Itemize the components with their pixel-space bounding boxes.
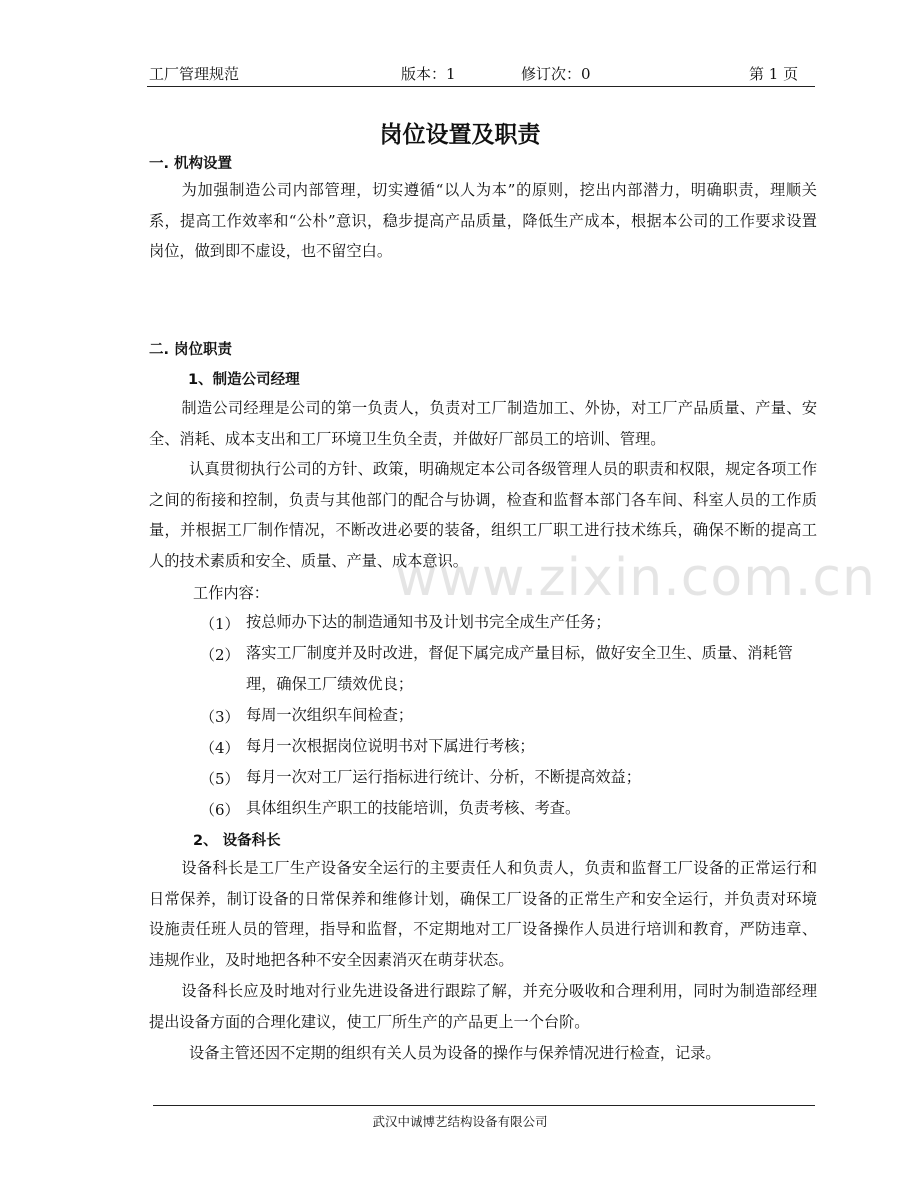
item-text: 具体组织生产职工的技能培训，负责考核、考查。 (246, 799, 581, 817)
page-title: 岗位设置及职责 (379, 122, 541, 148)
watermark: www.zixin.com.cn (395, 548, 876, 608)
role-heading-equipment: 2、 设备科长 (193, 833, 281, 849)
item-text: 按总师办下达的制造通知书及计划书完全成生产任务； (246, 613, 611, 631)
header-revision: 修订次：0 (521, 65, 591, 83)
section-heading-org: 一. 机构设置 (149, 156, 233, 172)
header-page-number: 第 1 页 (749, 65, 799, 83)
header-doc-name: 工厂管理规范 (149, 65, 240, 83)
equipment-paragraph-1 (149, 853, 817, 975)
footer-company: 武汉中诚博艺结构设备有限公司 (372, 1114, 548, 1129)
item-number: （1） (200, 615, 240, 633)
role-heading-manager: 1、制造公司经理 (188, 372, 300, 388)
equipment-paragraph-3 (149, 1038, 817, 1069)
header-rule (147, 86, 815, 87)
equipment-paragraph-2 (149, 976, 817, 1037)
item-number: （2） (200, 646, 240, 664)
header-version: 版本：1 (401, 65, 456, 83)
item-text: 每月一次根据岗位说明书对下属进行考核； (246, 737, 535, 755)
item-number: （6） (200, 801, 240, 819)
manager-paragraph-2-text: 认真贯彻执行公司的方针、政策，明确规定本公司各级管理人员的职责和权限，规定各项工作之间的衔接和控制，负责与其他部门的配合与协调，检查和监督本部门各车间、科室人员的工作质量，并根据工厂制作情况，不断改进必要的装备，组织工厂职工进行技术练兵，确保不断的提高工人的技术素质和安全、质量、产量、成本意识。 (149, 460, 817, 570)
equipment-paragraph-1-text: 设备科长是工厂生产设备安全运行的主要责任人和负责人，负责和监督工厂设备的正常运行和日常保养，制订设备的日常保养和维修计划，确保工厂设备的正常生产和安全运行，并负责对环境设施责任班人员的管理，指导和监督，不定期地对工厂设备操作人员进行培训和教育，严防违章、违规作业，及时地把各种不安全因素消灭在萌芽状态。 (149, 859, 817, 969)
item-number: （3） (200, 708, 240, 726)
item-number: （4） (200, 739, 240, 757)
item-number: （5） (200, 770, 240, 788)
equipment-paragraph-2-text: 设备科长应及时地对行业先进设备进行跟踪了解，并充分吸收和合理利用，同时为制造部经理提出设备方面的合理化建议，使工厂所生产的产品更上一个台阶。 (149, 982, 817, 1031)
manager-paragraph-1-text: 制造公司经理是公司的第一负责人，负责对工厂制造加工、外协，对工厂产品质量、产量、安全、消耗、成本支出和工厂环境卫生负全责，并做好厂部员工的培训、管理。 (149, 399, 817, 448)
manager-paragraph-1 (149, 393, 817, 454)
equipment-paragraph-3-text: 设备主管还因不定期的组织有关人员为设备的操作与保养情况进行检查，记录。 (189, 1044, 721, 1062)
section-heading-duties: 二. 岗位职责 (149, 342, 233, 358)
section-org-text: 为加强制造公司内部管理，切实遵循“以人为本”的原则，挖出内部潜力，明确职责，理顺关系，提高工作效率和“公朴”意识，稳步提高产品质量，降低生产成本，根据本公司的工作要求设置岗位，做到即不虚设，也不留空白。 (149, 181, 817, 260)
item-text: 落实工厂制度并及时改进，督促下属完成产量目标，做好安全卫生、质量、消耗管理，确保工厂绩效优良； (246, 644, 793, 693)
item-text: 每周一次组织车间检查； (246, 706, 414, 724)
item-text: 每月一次对工厂运行指标进行统计、分析，不断提高效益； (246, 768, 641, 786)
section-org-paragraph (149, 175, 817, 267)
footer-rule (153, 1105, 815, 1106)
work-content-label: 工作内容： (193, 584, 269, 602)
